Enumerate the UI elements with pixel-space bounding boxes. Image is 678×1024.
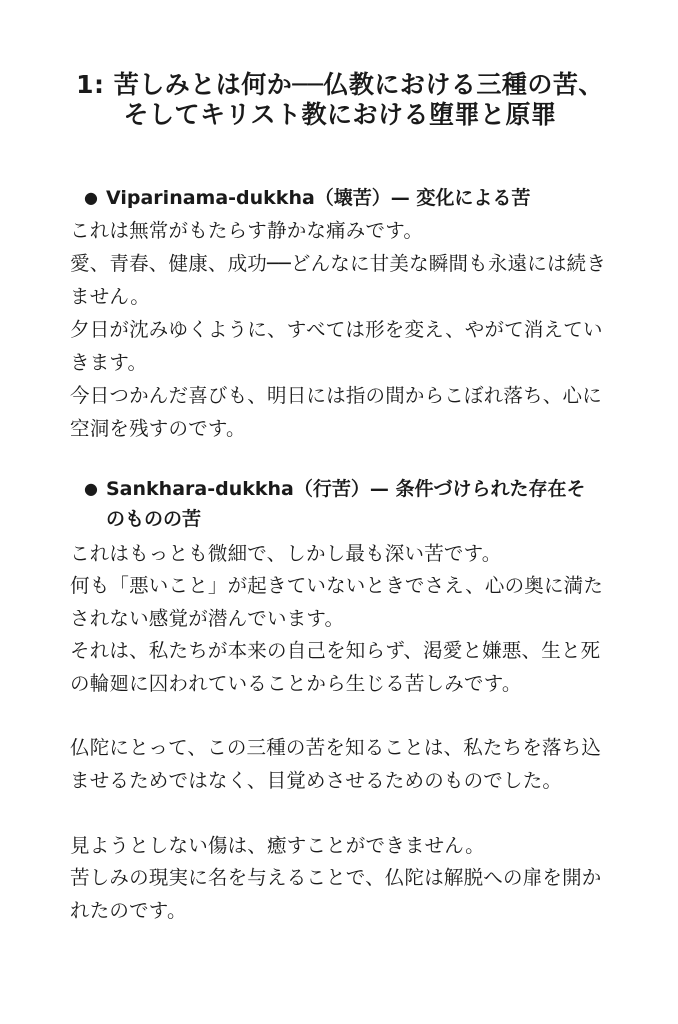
paragraph: 苦しみの現実に名を与えることで、仏陀は解脱への扉を開かれたのです。	[70, 866, 602, 922]
paragraph: 愛、青春、健康、成功──どんなに甘美な瞬間も永遠には続きません。	[70, 252, 607, 308]
paragraph: 今日つかんだ喜びも、明日には指の間からこぼれ落ち、心に空洞を残すのです。	[70, 384, 602, 440]
paragraph: 何も「悪いこと」が起きていないときでさえ、心の奥に満たされない感覚が潜んでいます。	[70, 574, 604, 630]
paragraph: 夕日が沈みゆくように、すべては形を変え、やがて消えていきます。	[70, 318, 603, 374]
paragraph: 見ようとしない傷は、癒すことができません。	[70, 834, 485, 857]
paragraph: 仏陀にとって、この三種の苦を知ることは、私たちを落ち込ませるためではなく、目覚めさせるためのものでした。	[70, 736, 602, 792]
bullet-heading-text: Sankhara-dukkha（行苦）— 条件づけられた存在そのものの苦	[106, 478, 586, 530]
page-title: 1: 苦しみとは何か──仏教における三種の苦、そしてキリスト教における堕罪と原罪	[76, 70, 604, 129]
bullet-dot-icon: ●	[84, 188, 98, 207]
paragraph: それは、私たちが本来の自己を知らず、渇愛と嫌悪、生と死の輪廻に囚われていることから生じる苦しみです。	[70, 639, 601, 695]
bullet-heading-viparinama	[84, 183, 604, 213]
bullet-dot-icon: ●	[84, 479, 98, 498]
paragraph: これはもっとも微細で、しかし最も深い苦です。	[70, 542, 502, 565]
bullet-heading-sankhara	[84, 474, 604, 534]
bullet-heading-text: Viparinama-dukkha（壊苦）— 変化による苦	[106, 187, 531, 209]
paragraph: これは無常がもたらす静かな痛みです。	[70, 219, 424, 242]
